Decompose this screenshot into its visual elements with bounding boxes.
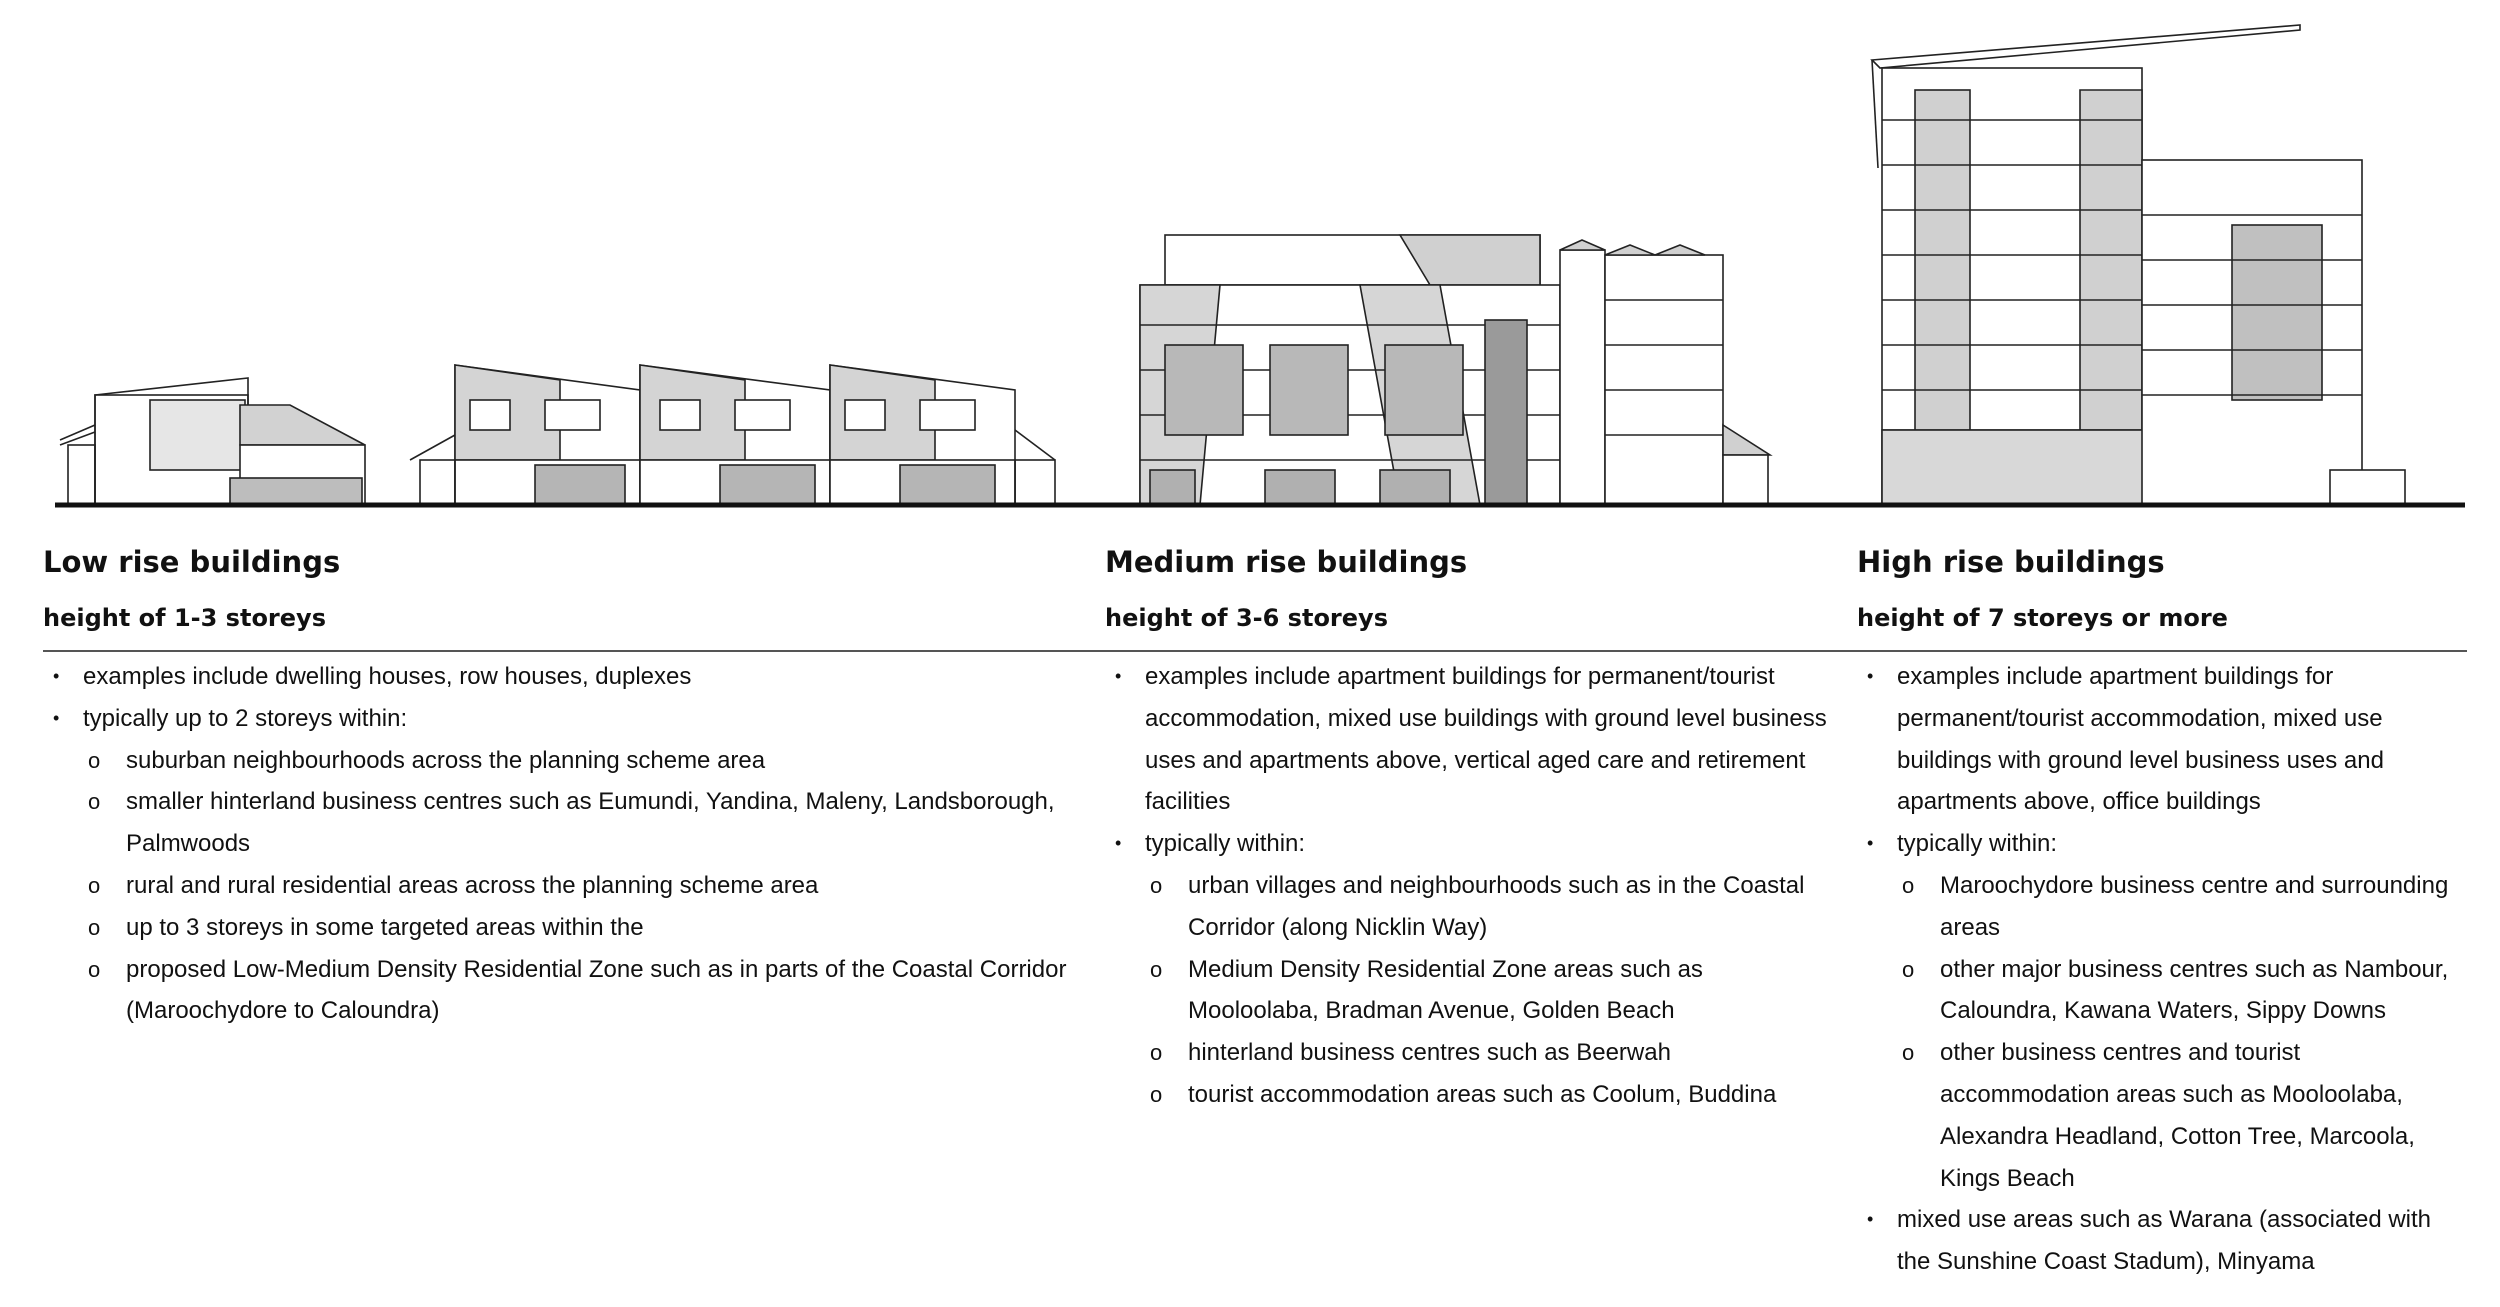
list-item: • typically up to 2 storeys within: o suburban neighbourhoods across the planning scheme area o smaller hinterland business centres such as Eumundi, Yandina, Maleny, Landsborough, Palmwoods o rural and rural residential areas across the planning scheme area o up to 3 storeys in some targeted areas within the o proposed Low-Medium Density Residential Zone such as in parts of the Coastal Corridor (Maroochydore to Caloundra) xyxy=(43,698,1083,1032)
circle-bullet-icon: o xyxy=(88,747,101,773)
bullet-icon: • xyxy=(1115,666,1122,686)
bullet-icon: • xyxy=(53,707,60,728)
bullet-icon: • xyxy=(1115,833,1122,854)
bullet-icon: • xyxy=(1867,666,1874,686)
low-rise-list xyxy=(43,656,1083,1032)
sub-list-item: o hinterland business centres such as Beerwah xyxy=(1145,1032,1835,1074)
circle-bullet-icon: o xyxy=(1902,1040,1915,1066)
sub-list-item: o suburban neighbourhoods across the planning scheme area xyxy=(83,740,1083,782)
high-rise-list xyxy=(1857,656,2457,1283)
low-rise-row-houses xyxy=(410,365,1055,505)
bullet-icon: • xyxy=(1867,1209,1874,1230)
circle-bullet-icon: o xyxy=(1150,956,1163,982)
circle-bullet-icon: o xyxy=(88,914,101,940)
sub-list-item: o rural and rural residential areas across the planning scheme area xyxy=(83,865,1083,907)
circle-bullet-icon: o xyxy=(88,789,101,815)
circle-bullet-icon: o xyxy=(1902,872,1915,898)
low-rise-house xyxy=(60,378,365,505)
list-item: • examples include apartment buildings for permanent/tourist accommodation, mixed use buildings with ground level business uses and apartments above, office buildings xyxy=(1857,656,2457,823)
circle-bullet-icon: o xyxy=(88,956,101,982)
medium-rise-column xyxy=(1105,540,1835,1108)
sub-list-item: o other major business centres such as Nambour, Caloundra, Kawana Waters, Sippy Downs xyxy=(1897,949,2457,1033)
circle-bullet-icon: o xyxy=(88,872,101,898)
building-height-illustration xyxy=(0,0,2500,520)
low-rise-title: Low rise buildings xyxy=(43,545,341,579)
high-rise-title: High rise buildings xyxy=(1857,545,2165,579)
high-rise-tower xyxy=(1872,25,2405,505)
medium-rise-subtitle: height of 3-6 storeys xyxy=(1105,604,1388,632)
medium-rise-list xyxy=(1105,656,1835,1116)
low-rise-column xyxy=(43,540,1083,1025)
list-item: • typically within: o urban villages and neighbourhoods such as in the Coastal Corridor (along Nicklin Way) o Medium Density Residential Zone areas such as Mooloolaba, Bradman Avenue, Golden Beach o hinterland business centres such as Beerwah o tourist accommodation areas such as Coolum, Buddina xyxy=(1105,823,1835,1116)
list-item: • mixed use areas such as Warana (associated with the Sunshine Coast Stadum), Minyama xyxy=(1857,1199,2457,1283)
sub-list-item: o Maroochydore business centre and surrounding areas xyxy=(1897,865,2457,949)
sub-list-item: o tourist accommodation areas such as Coolum, Buddina xyxy=(1145,1074,1835,1116)
medium-rise-apartments xyxy=(1140,235,1770,505)
sub-list xyxy=(1145,865,1835,1116)
sub-list-item: o proposed Low-Medium Density Residential Zone such as in parts of the Coastal Corridor (Maroochydore to Caloundra) xyxy=(83,949,1083,1033)
medium-rise-title: Medium rise buildings xyxy=(1105,545,1468,579)
circle-bullet-icon: o xyxy=(1150,1081,1163,1107)
sub-list xyxy=(83,740,1083,1033)
list-item: • typically within: o Maroochydore business centre and surrounding areas o other major business centres such as Nambour, Caloundra, Kawana Waters, Sippy Downs o other business centres and tourist accommodation areas such as Mooloolaba, Alexandra Headland, Cotton Tree, Marcoola, Kings Beach xyxy=(1857,823,2457,1199)
high-rise-subtitle: height of 7 storeys or more xyxy=(1857,604,2228,632)
circle-bullet-icon: o xyxy=(1150,872,1163,898)
sub-list xyxy=(1897,865,2457,1199)
sub-list-item: o urban villages and neighbourhoods such as in the Coastal Corridor (along Nicklin Way) xyxy=(1145,865,1835,949)
sub-list-item: o smaller hinterland business centres such as Eumundi, Yandina, Maleny, Landsborough, Palmwoods xyxy=(83,781,1083,865)
bullet-icon: • xyxy=(1867,833,1874,854)
sub-list-item: o Medium Density Residential Zone areas such as Mooloolaba, Bradman Avenue, Golden Beach xyxy=(1145,949,1835,1033)
sub-list-item: o other business centres and tourist accommodation areas such as Mooloolaba, Alexandra Headland, Cotton Tree, Marcoola, Kings Beach xyxy=(1897,1032,2457,1199)
bullet-icon: • xyxy=(53,666,60,686)
high-rise-column xyxy=(1857,540,2457,1276)
low-rise-subtitle: height of 1-3 storeys xyxy=(43,604,326,632)
circle-bullet-icon: o xyxy=(1902,956,1915,982)
sub-list-item: o up to 3 storeys in some targeted areas within the xyxy=(83,907,1083,949)
list-item: • examples include dwelling houses, row houses, duplexes xyxy=(43,656,1083,698)
circle-bullet-icon: o xyxy=(1150,1040,1163,1066)
list-item: • examples include apartment buildings for permanent/tourist accommodation, mixed use buildings with ground level business uses and apartments above, vertical aged care and retirement facilities xyxy=(1105,656,1835,823)
header-divider xyxy=(43,650,2467,652)
